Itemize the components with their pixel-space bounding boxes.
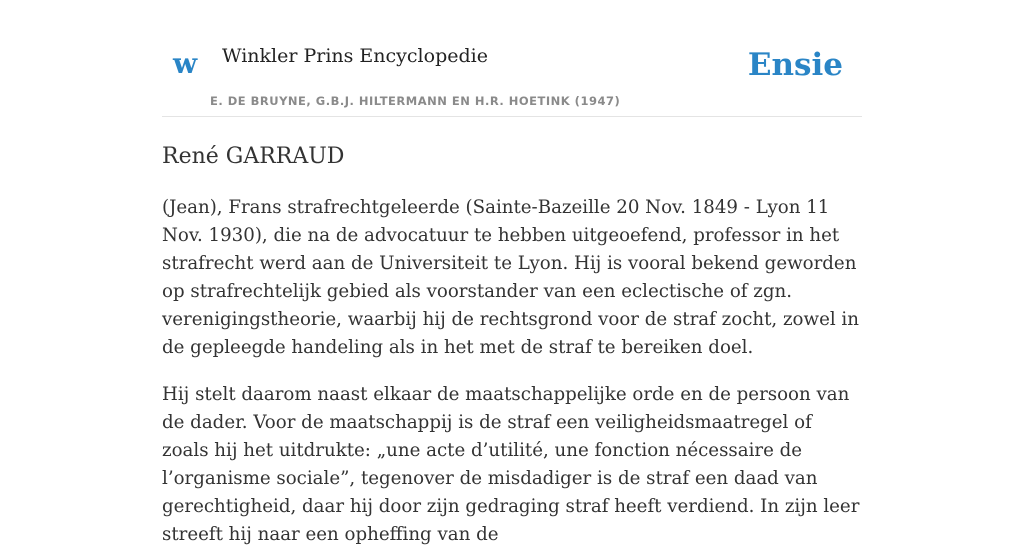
article-title: René GARRAUD: [162, 144, 345, 169]
page-container: [162, 0, 862, 549]
ensie-brand-link[interactable]: Ensie: [747, 47, 843, 83]
article-paragraph: Hij stelt daarom naast elkaar de maatschappelijke orde en de persoon van de dader. Voor de maatschappij is de straf een veiligheidsmaatregel of zoals hij het uitdrukte: „une acte d’utilité, une fonction nécessaire de l’organisme sociale”, tegenover de misdadiger is de straf een daad van gerechtigheid, daar hij door zijn gedraging straf heeft verdiend. In zijn leer streeft hij naar een opheffing van de: [162, 384, 860, 545]
article-paragraph: (Jean), Frans strafrechtgeleerde (Sainte-Bazeille 20 Nov. 1849 - Lyon 11 Nov. 1930), die na de advocatuur te hebben uitgeoefend, professor in het strafrecht werd aan de Universiteit te Lyon. Hij is vooral bekend geworden op strafrechtelijk gebied als voorstander van een eclectische of zgn. verenigingstheorie, waarbij hij de rechtsgrond voor de straf zocht, zowel in de gepleegde handeling als in het met de straf te bereiken doel.: [162, 197, 859, 358]
publication-header: [162, 0, 862, 117]
publication-logo[interactable]: w: [173, 47, 198, 80]
publication-title[interactable]: Winkler Prins Encyclopedie: [222, 45, 488, 67]
publication-authors: E. DE BRUYNE, G.B.J. HILTERMANN EN H.R. HOETINK (1947): [210, 94, 621, 108]
